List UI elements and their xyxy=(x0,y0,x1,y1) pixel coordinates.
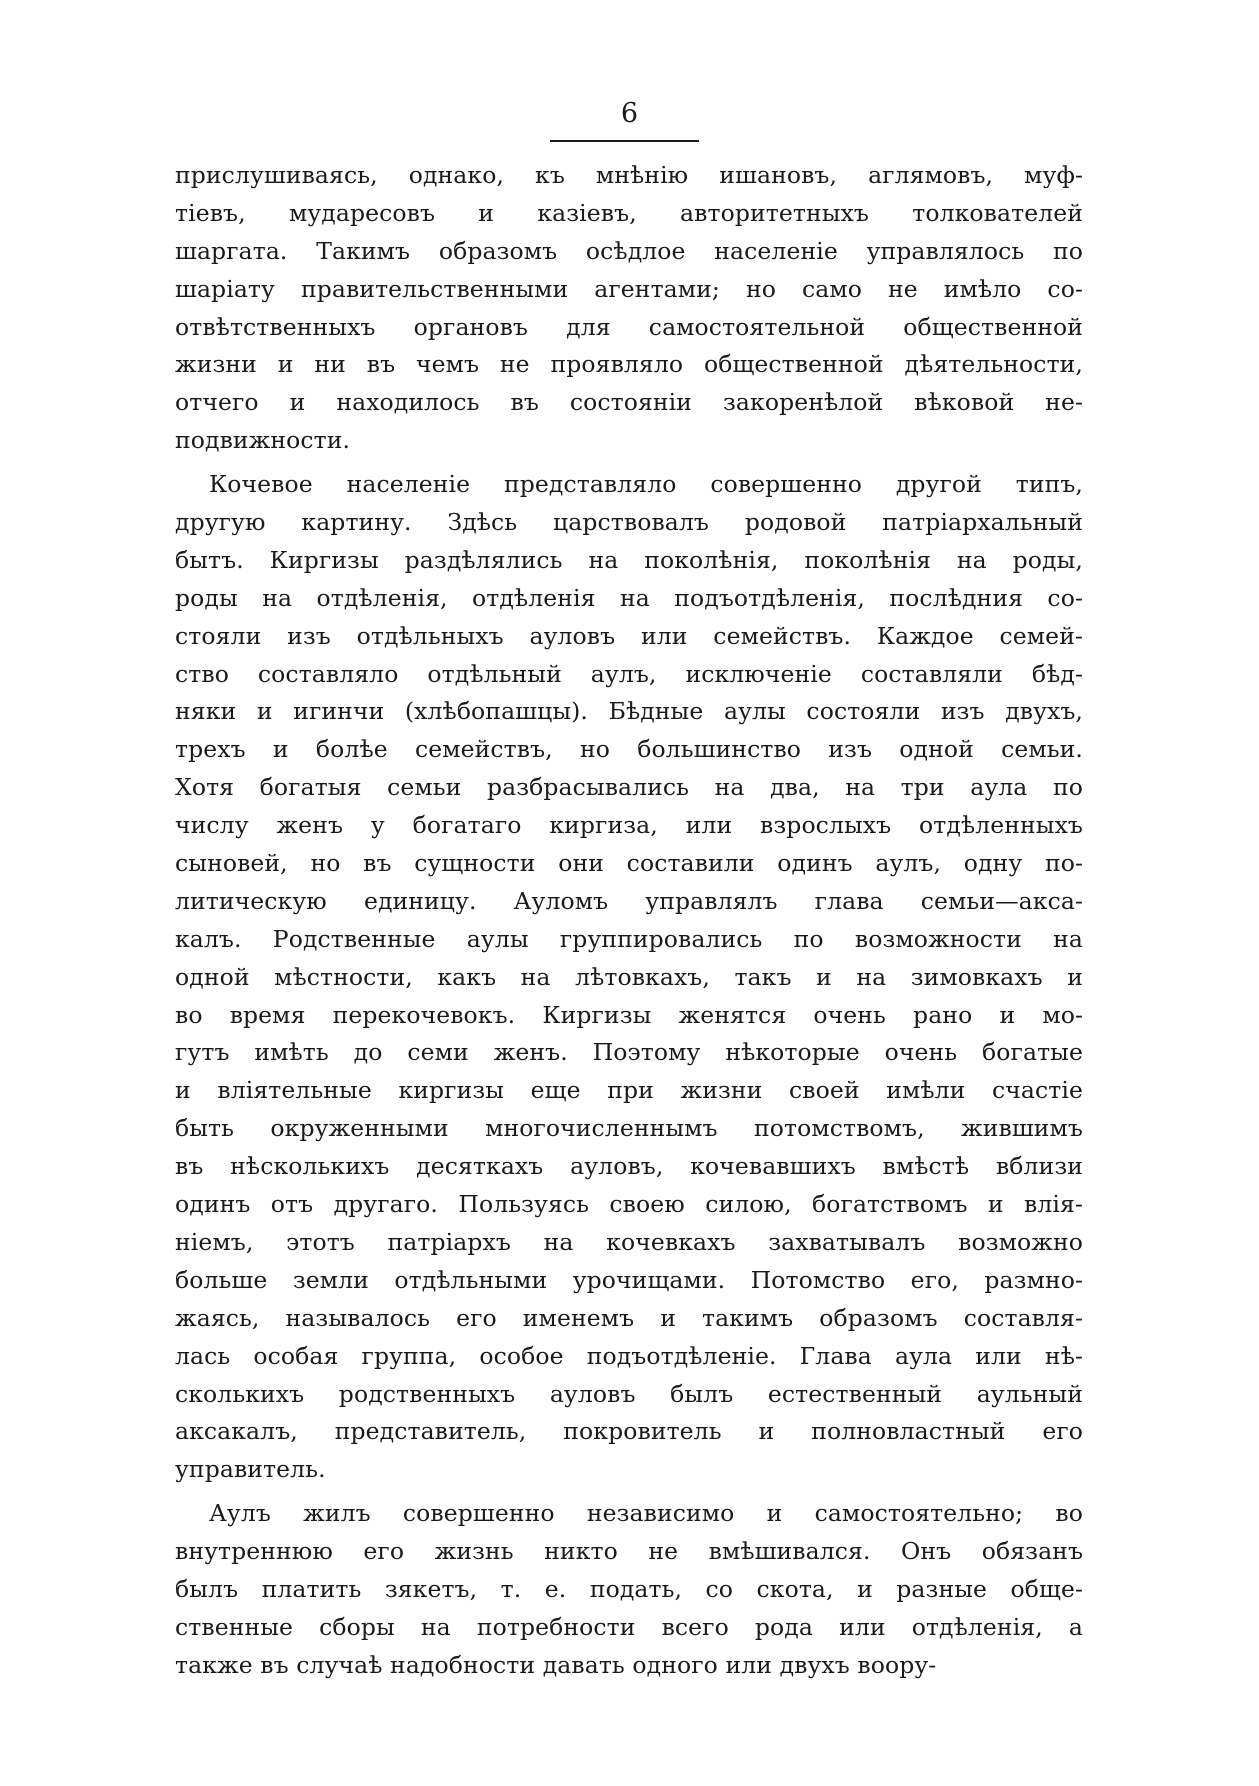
text-line: няки и игинчи (хлѣбопашцы). Бѣдные аулы состояли изъ двухъ, xyxy=(175,697,1083,726)
body-text xyxy=(175,157,1083,1685)
text-line: ніемъ, этотъ патріархъ на кочевкахъ захватывалъ возможно xyxy=(175,1227,1083,1256)
text-line: отвѣтственныхъ органовъ для самостоятельной общественной xyxy=(175,312,1083,341)
text-line: калъ. Родственные аулы группировались по возможности на xyxy=(175,924,1083,953)
text-line: Кочевое населеніе представляло совершенно другой типъ, xyxy=(209,470,1083,499)
text-line: литическую единицу. Ауломъ управлялъ глава семьи—акса- xyxy=(175,886,1083,915)
header-rule xyxy=(550,140,699,142)
text-line: и вліятельные киргизы еще при жизни своей имѣли счастіе xyxy=(175,1076,1083,1105)
page-number: 6 xyxy=(620,98,639,129)
text-line: отчего и находилось въ состояніи закоренѣлой вѣковой не- xyxy=(175,388,1083,417)
text-line: подвижности. xyxy=(175,426,351,455)
text-line: одной мѣстности, какъ на лѣтовкахъ, такъ и на зимовкахъ и xyxy=(175,962,1083,991)
text-line: бытъ. Киргизы раздѣлялись на поколѣнія, поколѣнія на роды, xyxy=(175,545,1083,574)
paragraph xyxy=(175,1495,1083,1684)
text-line: числу женъ у богатаго киргиза, или взрослыхъ отдѣленныхъ xyxy=(175,811,1083,840)
text-line: ство составляло отдѣльный аулъ, исключеніе составляли бѣд- xyxy=(175,659,1083,688)
text-line: во время перекочевокъ. Киргизы женятся очень рано и мо- xyxy=(175,1000,1083,1029)
text-line: Хотя богатыя семьи разбрасывались на два, на три аула по xyxy=(175,773,1083,802)
text-line: сыновей, но въ сущности они составили одинъ аулъ, одну по- xyxy=(175,849,1083,878)
text-line: трехъ и болѣе семействъ, но большинство изъ одной семьи. xyxy=(175,735,1083,764)
text-line: тіевъ, мударесовъ и казіевъ, авторитетныхъ толкователей xyxy=(175,198,1083,227)
text-line: въ нѣсколькихъ десяткахъ ауловъ, кочевавшихъ вмѣстѣ вблизи xyxy=(175,1152,1083,1181)
text-line: жизни и ни въ чемъ не проявляло общественной дѣятельности, xyxy=(175,350,1083,379)
text-line: лась особая группа, особое подъотдѣленіе. Глава аула или нѣ- xyxy=(175,1341,1083,1370)
text-line: аксакалъ, представитель, покровитель и полновластный его xyxy=(175,1417,1083,1446)
text-line: управитель. xyxy=(175,1455,326,1484)
text-line: жаясь, называлось его именемъ и такимъ образомъ составля- xyxy=(175,1303,1083,1332)
text-line: роды на отдѣленія, отдѣленія на подъотдѣленія, послѣдния со- xyxy=(175,583,1083,612)
text-line: внутреннюю его жизнь никто не вмѣшивался. Онъ обязанъ xyxy=(175,1537,1083,1566)
text-line: стояли изъ отдѣльныхъ ауловъ или семействъ. Каждое семей- xyxy=(175,621,1083,650)
text-line: ственные сборы на потребности всего рода или отдѣленія, а xyxy=(175,1612,1083,1641)
text-line: другую картину. Здѣсь царствовалъ родовой патріархальный xyxy=(175,508,1083,537)
text-line: гутъ имѣть до семи женъ. Поэтому нѣкоторые очень богатые xyxy=(175,1038,1083,1067)
text-line: одинъ отъ другаго. Пользуясь своею силою, богатствомъ и влія- xyxy=(175,1190,1083,1219)
paragraph xyxy=(175,157,1083,460)
text-line: прислушиваясь, однако, къ мнѣнію ишановъ, аглямовъ, муф- xyxy=(175,161,1083,189)
text-line: быть окруженными многочисленнымъ потомствомъ, жившимъ xyxy=(175,1114,1083,1143)
text-line: былъ платить зякетъ, т. е. подать, со скота, и разные обще- xyxy=(175,1574,1083,1603)
text-line: больше земли отдѣльными урочищами. Потомство его, размно- xyxy=(175,1265,1083,1294)
text-line: также въ случаѣ надобности давать одного или двухъ воору- xyxy=(175,1650,937,1679)
text-line: Аулъ жилъ совершенно независимо и самостоятельно; во xyxy=(209,1499,1083,1528)
text-line: шаргата. Такимъ образомъ осѣдлое населеніе управлялось по xyxy=(175,236,1083,265)
paragraph xyxy=(175,466,1083,1489)
text-line: сколькихъ родственныхъ ауловъ былъ естественный аульный xyxy=(175,1379,1083,1408)
text-line: шаріату правительственными агентами; но само не имѣло со- xyxy=(175,274,1083,303)
